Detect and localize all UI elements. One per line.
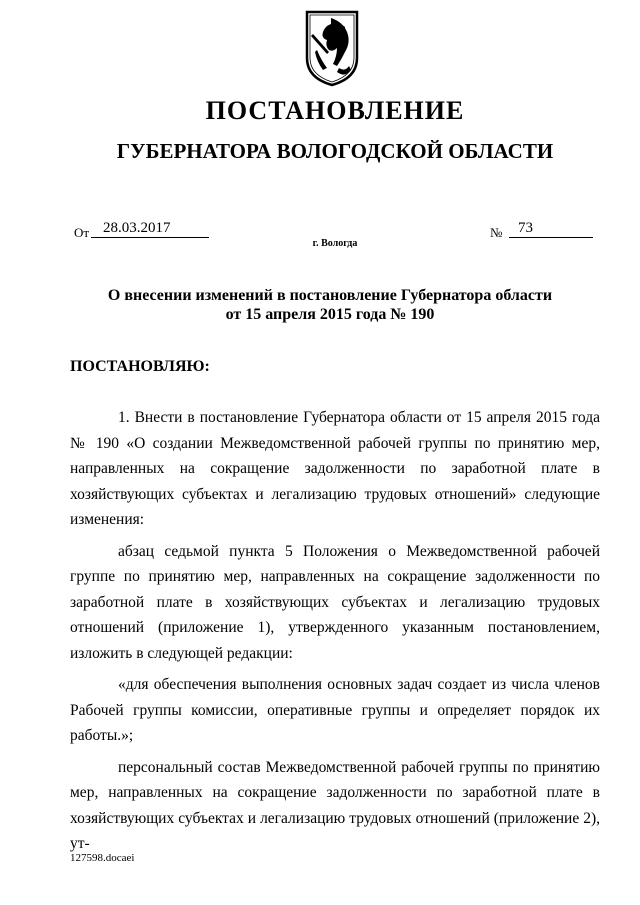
subject-line-2: от 15 апреля 2015 года № 190 <box>225 306 435 323</box>
vologda-coat-of-arms-icon <box>303 8 361 88</box>
number-field <box>509 220 593 238</box>
paragraph: абзац седьмой пункта 5 Положения о Межведомственной рабочей группе по принятию мер, направленных на сокращение задолженности по заработной плате в хозяйствующих субъектах и легализацию трудовых отношений (приложение 1), утвержденного указанным постановлением, изложить в следующей редакции: <box>70 542 600 662</box>
date-prefix: От <box>74 225 90 240</box>
number-prefix: № <box>490 225 503 240</box>
paragraph: «для обеспечения выполнения основных задач создает из числа членов Рабочей группы комиссии, оперативные группы и определяет порядок их работы.»; <box>70 676 600 744</box>
document-subtitle: ГУБЕРНАТОРА ВОЛОГОДСКОЙ ОБЛАСТИ <box>116 139 554 163</box>
document-body <box>70 405 600 857</box>
document-number: 73 <box>518 220 533 236</box>
document-subject <box>60 286 600 324</box>
subject-line-1: О внесении изменений в постановление Губернатора области <box>107 287 553 304</box>
paragraph: персональный состав Межведомственной рабочей группы по принятию мер, направленных на сокращение задолженности по заработной плате в хозяйствующих субъектах и легализацию трудовых отношений (приложение 2), ут- <box>70 758 600 852</box>
date-field <box>91 220 209 238</box>
paragraph: 1. Внести в постановление Губернатора области от 15 апреля 2015 года № 190 «О создании Межведомственной рабочей группы по принятию мер, направленных на сокращение задолженности по заработной плате в хозяйствующих субъектах и легализацию трудовых отношений» следующие изменения: <box>70 409 600 528</box>
document-date: 28.03.2017 <box>103 220 171 236</box>
resolve-heading: ПОСТАНОВЛЯЮ: <box>70 358 210 375</box>
coat-of-arms <box>303 8 361 88</box>
footer-filename: 127598.docaei <box>70 852 135 864</box>
city: г. Вологда <box>312 238 358 249</box>
document-title: ПОСТАНОВЛЕНИЕ <box>205 96 465 125</box>
